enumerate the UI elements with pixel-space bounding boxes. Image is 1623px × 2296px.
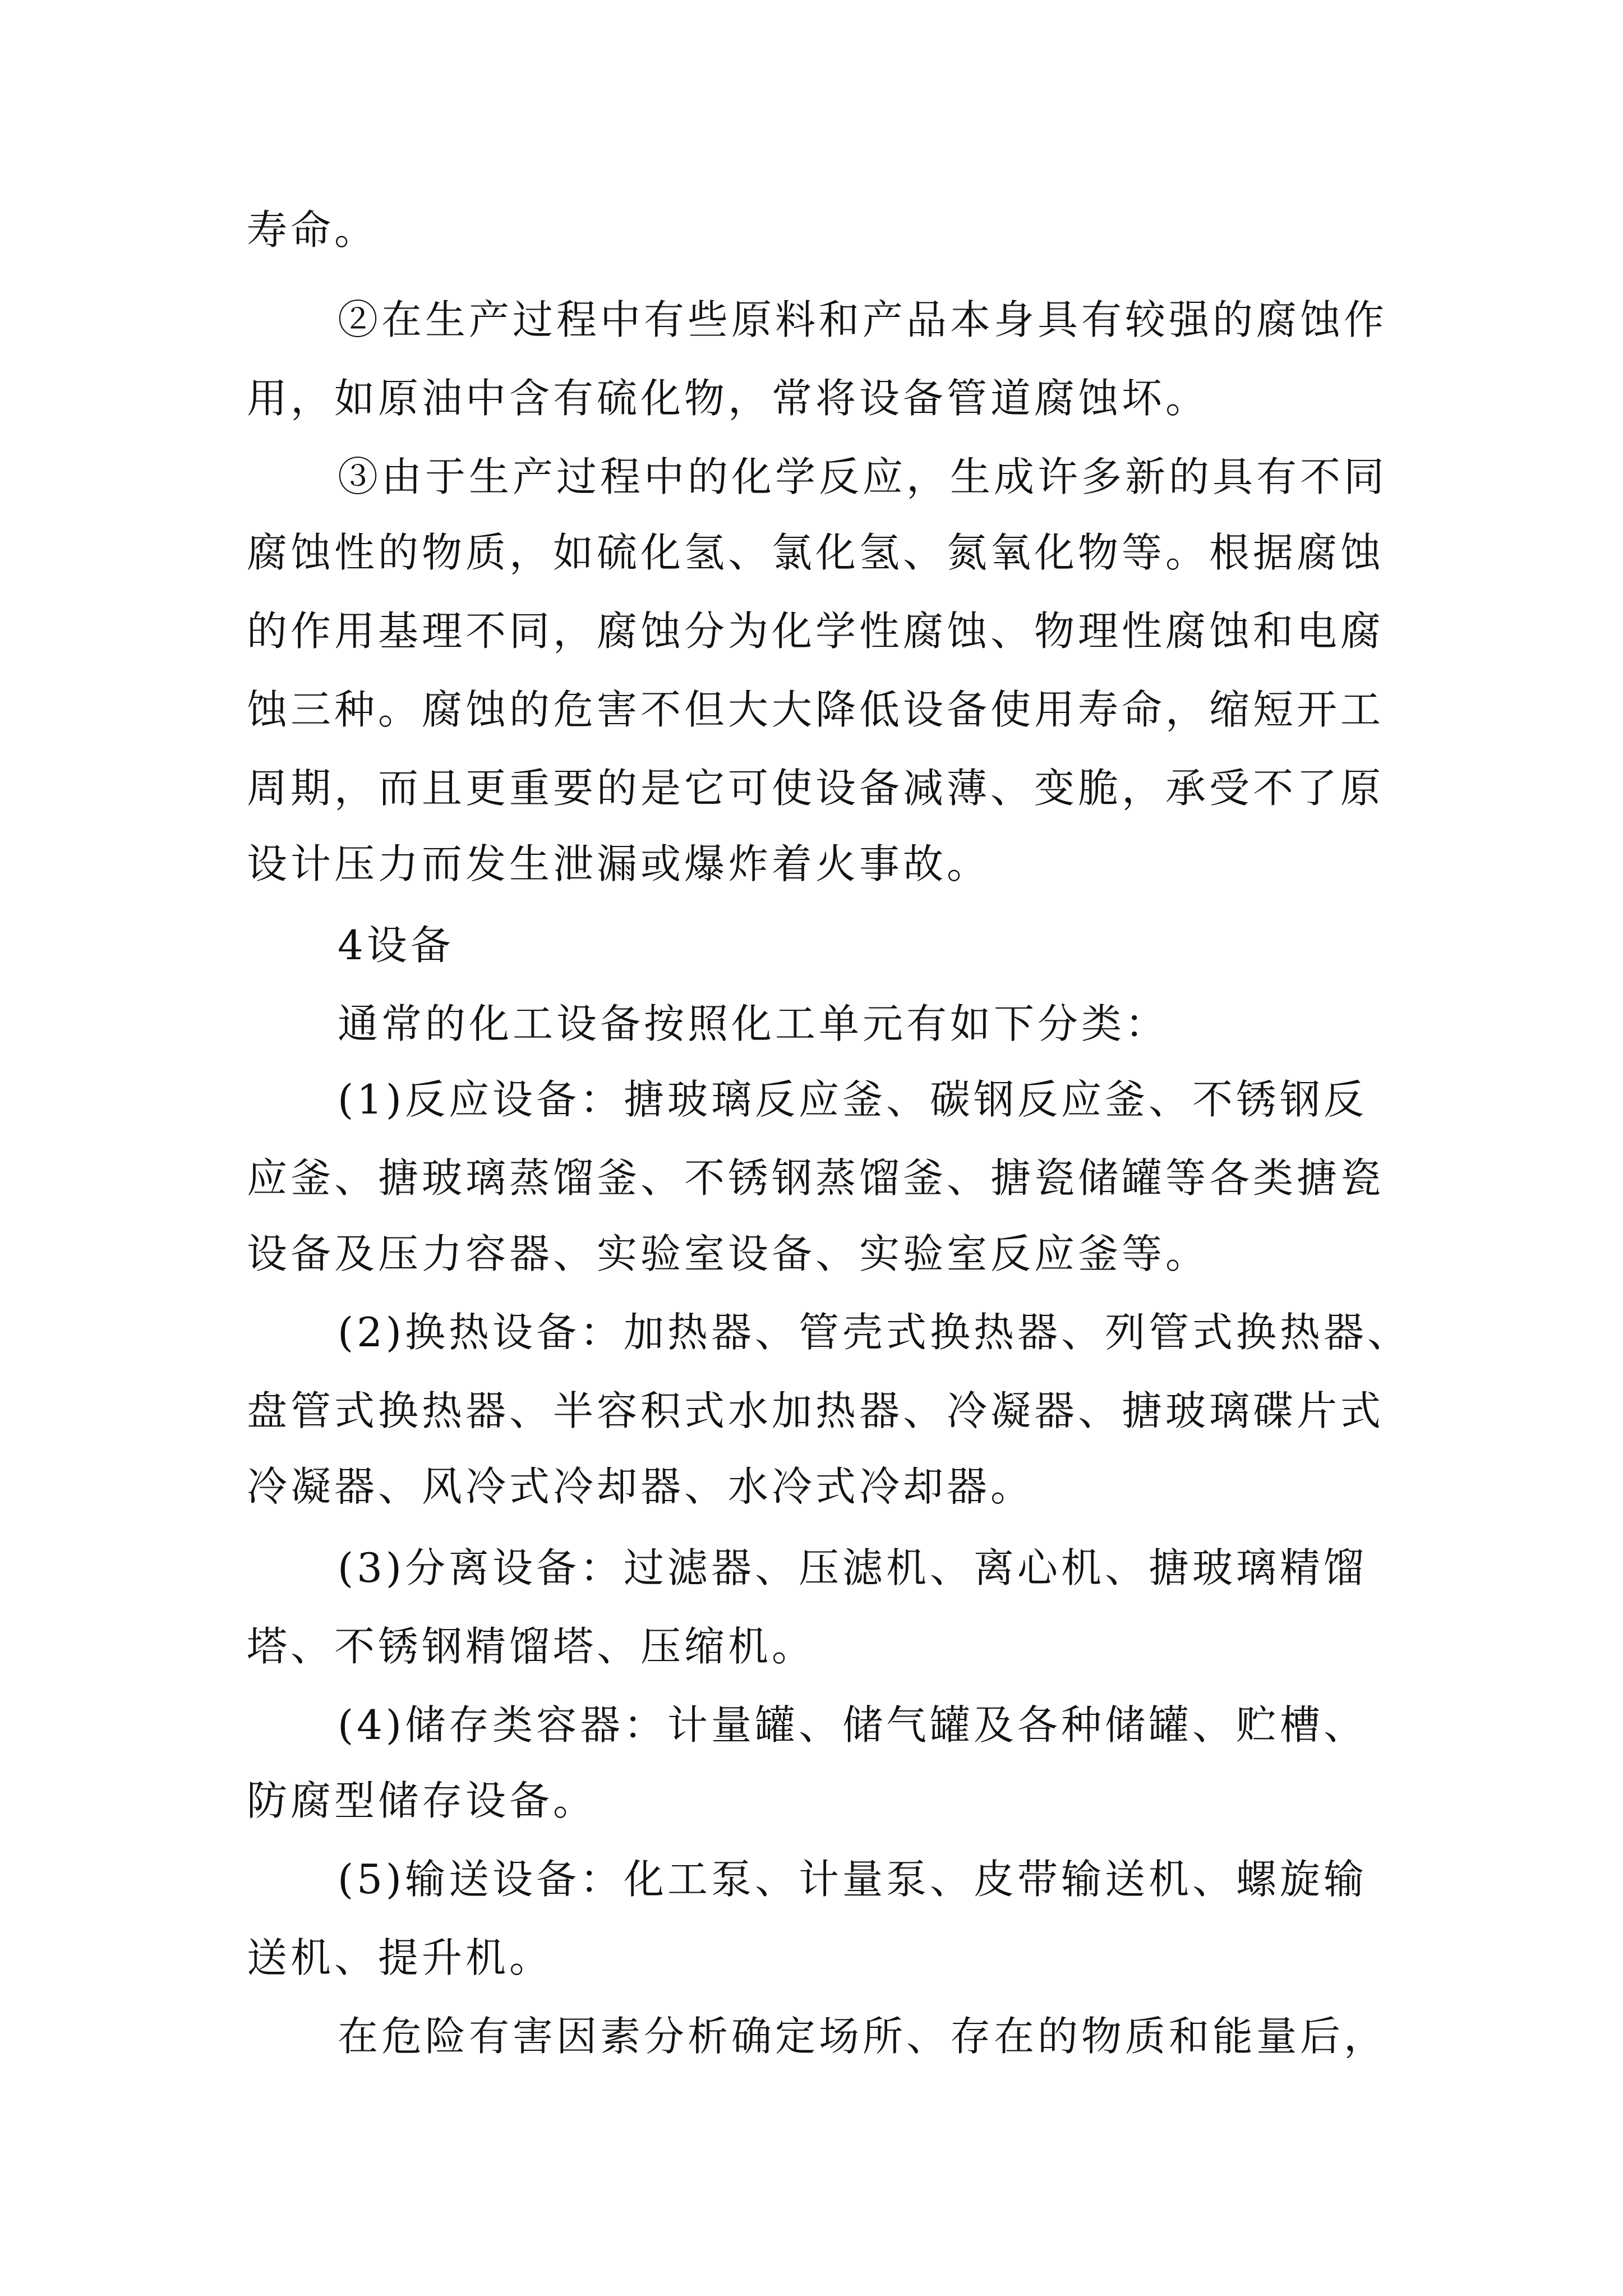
text-line: 寿命。 [247,206,379,254]
text-line: ③由于生产过程中的化学反应，生成许多新的具有不同 [338,453,1388,500]
text-line: 蚀三种。腐蚀的危害不但大大降低设备使用寿命，缩短开工 [247,686,1385,733]
text-line: 周期，而且更重要的是它可使设备减薄、变脆，承受不了原 [247,765,1385,812]
text-line: 用，如原油中含有硫化物，常将设备管道腐蚀坏。 [247,375,1210,422]
text-line: 防腐型储存设备。 [247,1777,597,1824]
text-line: (2)换热设备：加热器、管壳式换热器、列管式换热器、 [338,1309,1411,1356]
text-line: 应釜、搪玻璃蒸馏釜、不锈钢蒸馏釜、搪瓷储罐等各类搪瓷 [247,1154,1385,1202]
text-line: 的作用基理不同，腐蚀分为化学性腐蚀、物理性腐蚀和电腐 [247,608,1385,655]
text-line: 在危险有害因素分析确定场所、存在的物质和能量后， [338,2013,1388,2060]
section-heading: 4设备 [338,922,454,969]
text-line: 送机、提升机。 [247,1934,554,1981]
text-line: ②在生产过程中有些原料和产品本身具有较强的腐蚀作 [338,296,1388,343]
text-line: 冷凝器、风冷式冷却器、水冷式冷却器。 [247,1463,1035,1510]
text-line: 盘管式换热器、半容积式水加热器、冷凝器、搪玻璃碟片式 [247,1387,1385,1434]
text-line: 设计压力而发生泄漏或爆炸着火事故。 [247,840,991,887]
text-line: (4)储存类容器：计量罐、储气罐及各种储罐、贮槽、 [338,1701,1367,1749]
text-line: 通常的化工设备按照化工单元有如下分类： [338,1000,1169,1047]
text-line: (5)输送设备：化工泵、计量泵、皮带输送机、螺旋输 [338,1856,1367,1903]
text-line: (1)反应设备：搪玻璃反应釜、碳钢反应釜、不锈钢反 [338,1076,1367,1123]
text-line: 设备及压力容器、实验室设备、实验室反应釜等。 [247,1230,1210,1277]
text-line: (3)分离设备：过滤器、压滤机、离心机、搪玻璃精馏 [338,1544,1367,1591]
text-line: 腐蚀性的物质，如硫化氢、氯化氢、氮氧化物等。根据腐蚀 [247,529,1385,576]
text-line: 塔、不锈钢精馏塔、压缩机。 [247,1623,816,1670]
